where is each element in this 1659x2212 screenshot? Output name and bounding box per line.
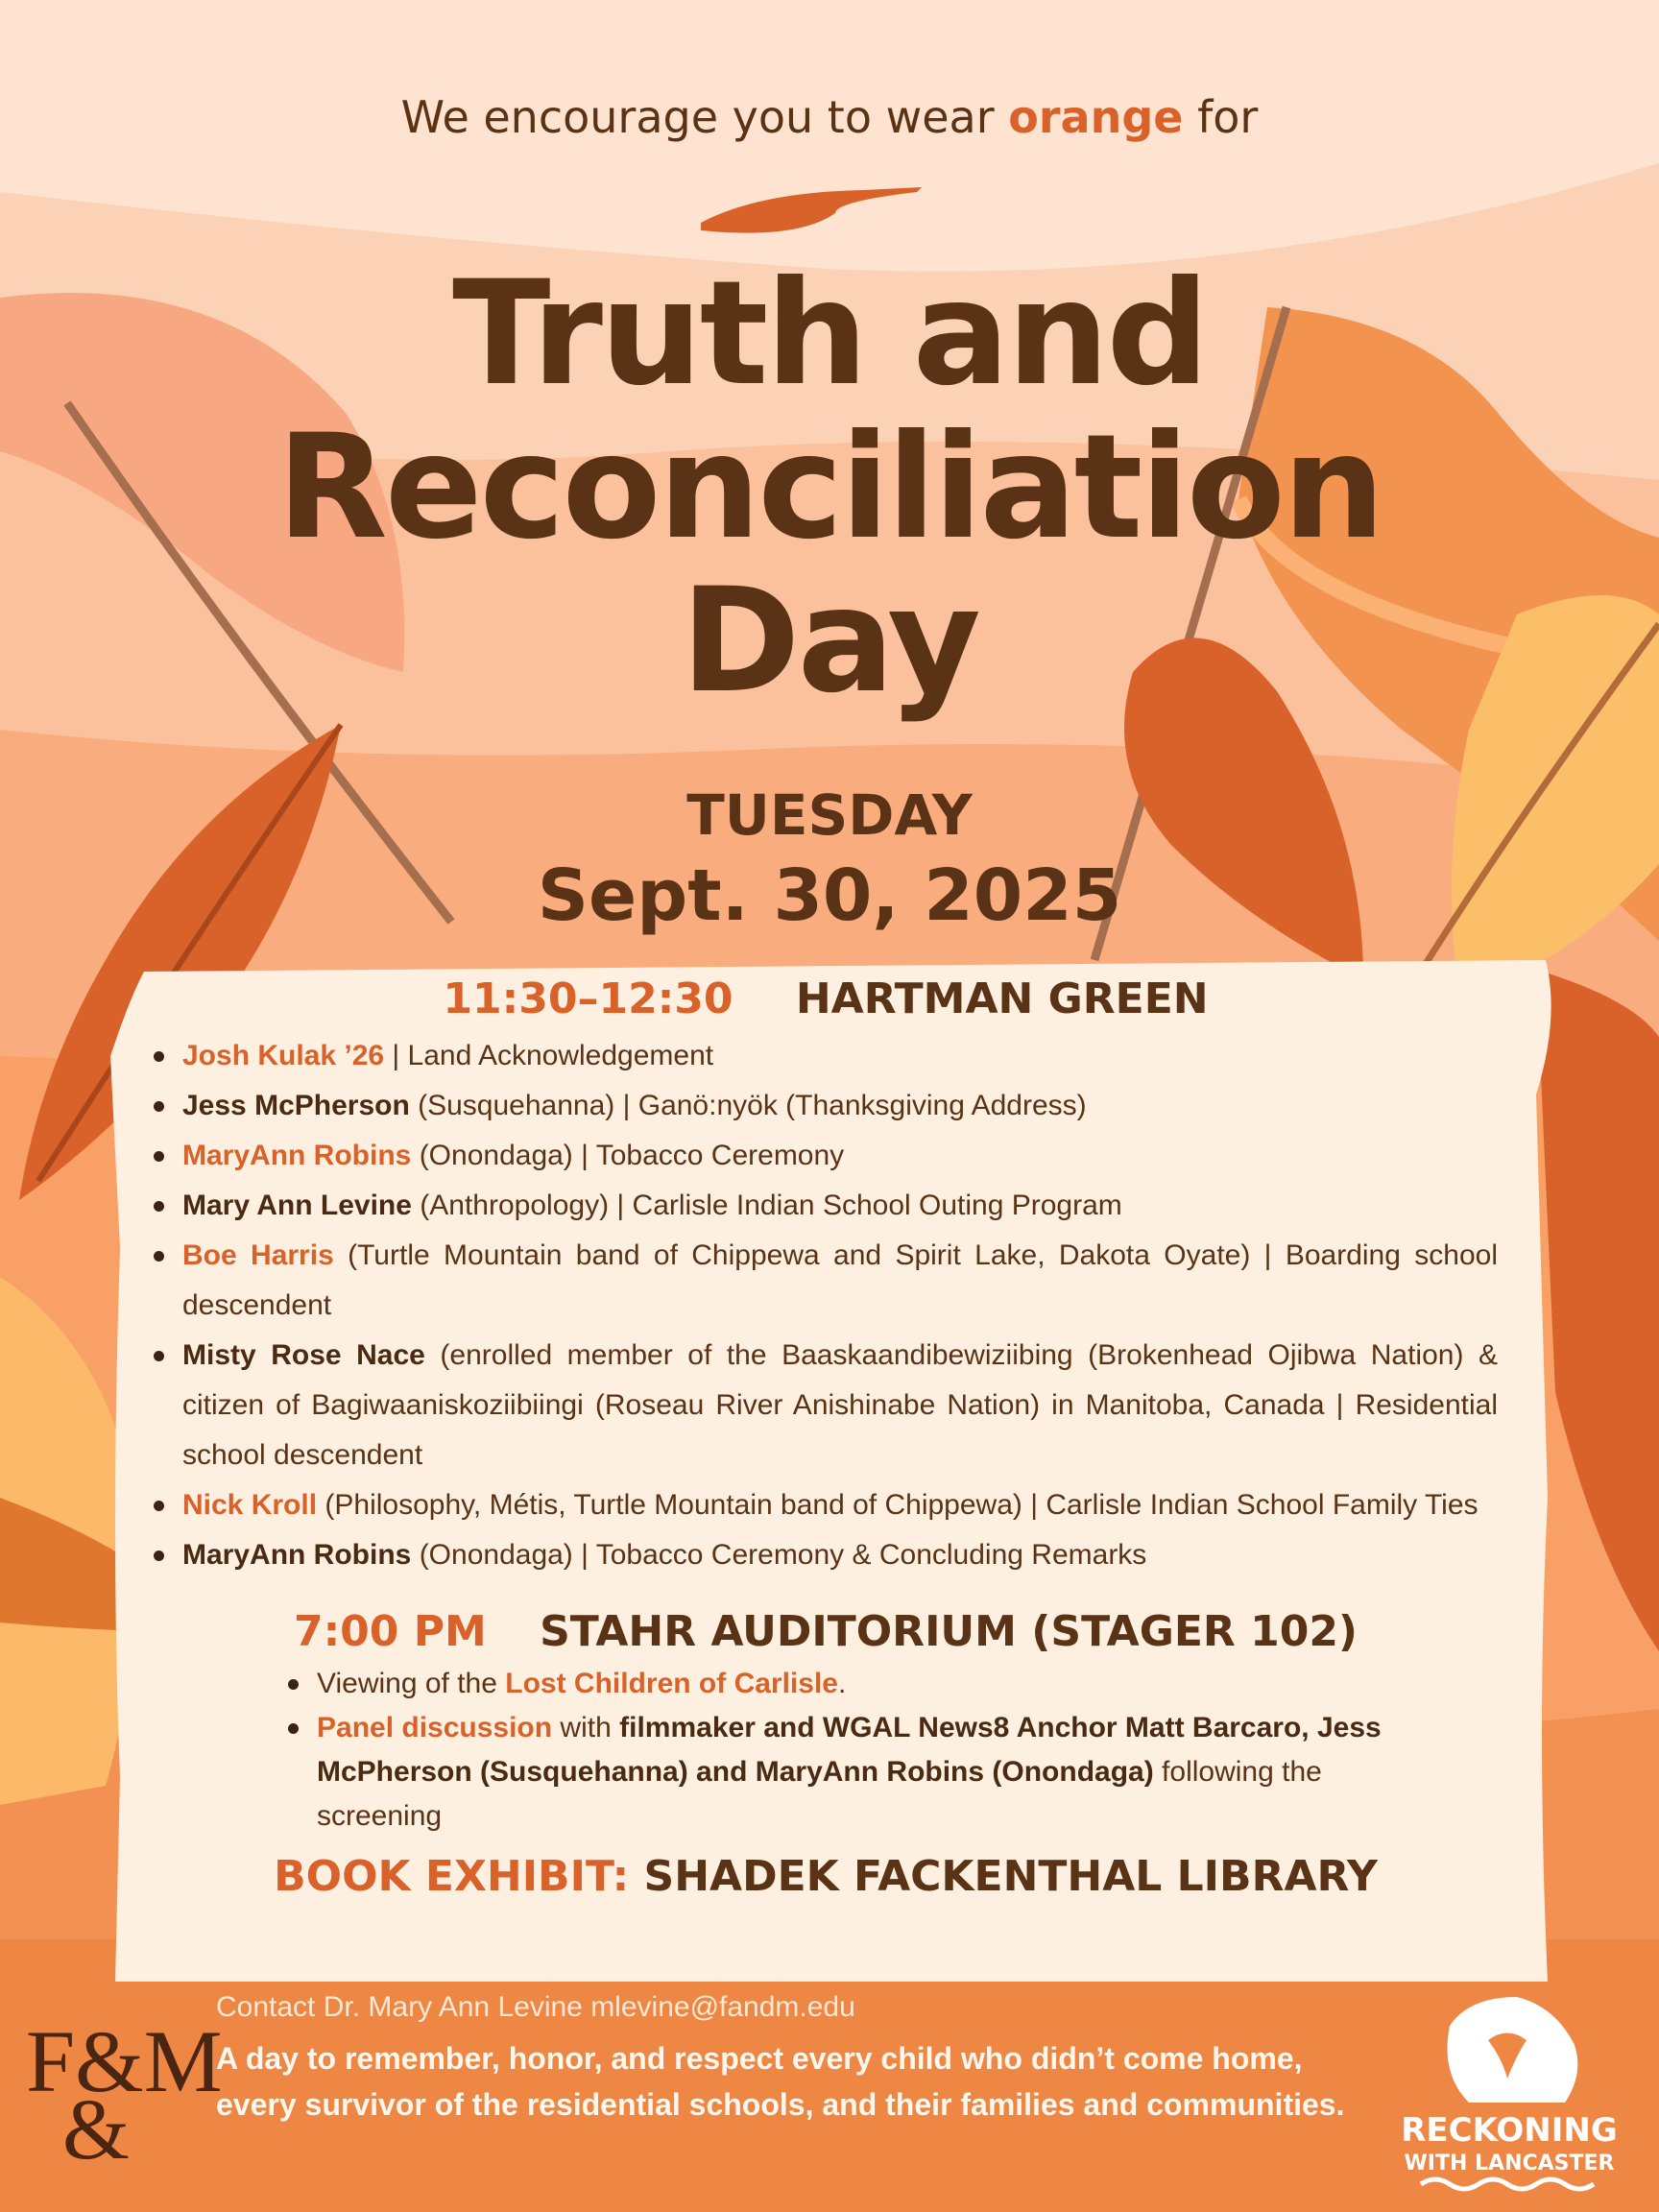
speaker-detail: | Land Acknowledgement [384, 1040, 714, 1071]
title-line-1: Truth and [452, 251, 1207, 418]
list-item [154, 1231, 1498, 1331]
event-title [0, 251, 1659, 725]
speaker-name: Boe Harris [182, 1239, 334, 1271]
encourage-for: for [1197, 91, 1259, 143]
contact-info: Contact Dr. Mary Ann Levine mlevine@fandm.edu [216, 1991, 855, 2023]
session1-location: HARTMAN GREEN [795, 974, 1209, 1023]
speaker-detail: (Philosophy, Métis, Turtle Mountain band of Chippewa) | Carlisle Indian School Family Ties [317, 1489, 1479, 1521]
speaker-detail: (enrolled member of the Baaskaandibewiziibing (Brokenhead Ojibwa Nation) & citizen of Bagiwaaniskoziibiingi (Roseau River Anishinabe Nation) in Manitoba, Canada | Residential school descendent [182, 1339, 1498, 1471]
reckoning-subtitle: WITH LANCASTER [1404, 2152, 1615, 2176]
panelists: filmmaker and WGAL News8 Anchor Matt Barcaro, Jess McPherson (Susquehanna) and MaryAnn Robins (Onondaga) [317, 1712, 1382, 1788]
list-item [288, 1662, 1411, 1706]
book-exhibit-location: SHADEK FACKENTHAL LIBRARY [643, 1852, 1378, 1901]
speaker-name: Nick Kroll [182, 1489, 318, 1521]
speaker-detail: (Susquehanna) | Ganö:nyök (Thanksgiving Address) [409, 1090, 1087, 1121]
speaker-name: MaryAnn Robins [182, 1140, 412, 1171]
list-item [154, 1480, 1498, 1530]
reckoning-logo [1382, 1987, 1637, 2199]
session2-list [288, 1662, 1411, 1839]
list-item [154, 1331, 1498, 1480]
session1-list [154, 1031, 1498, 1580]
list-item [154, 1031, 1498, 1081]
title-line-2: Reconciliation [276, 404, 1382, 571]
list-item [154, 1530, 1498, 1580]
speaker-detail: (Turtle Mountain band of Chippewa and Spirit Lake, Dakota Oyate) | Boarding school descendent [182, 1239, 1498, 1321]
speaker-detail: (Onondaga) | Tobacco Ceremony & Concluding Remarks [411, 1539, 1147, 1571]
session2-header [154, 1607, 1498, 1656]
book-exhibit [154, 1852, 1498, 1901]
speaker-detail: (Onondaga) | Tobacco Ceremony [411, 1140, 845, 1171]
reckoning-title: RECKONING [1401, 2111, 1618, 2150]
list-item [154, 1081, 1498, 1131]
encourage-orange-word: orange [1008, 91, 1184, 143]
viewing-text: Viewing of the [317, 1668, 506, 1699]
session1-header [154, 974, 1498, 1023]
session1-time: 11:30–12:30 [443, 974, 733, 1023]
speaker-name: Mary Ann Levine [182, 1190, 412, 1221]
speaker-name: Jess McPherson [182, 1090, 410, 1121]
title-line-3: Day [681, 558, 978, 725]
tagline: A day to remember, honor, and respect every child who didn’t come home, every survivor of the residential schools, and their families and communities. [216, 2041, 1345, 2122]
viewing-end: . [837, 1668, 847, 1699]
list-item [154, 1181, 1498, 1231]
session2-location: STAHR AUDITORIUM (STAGER 102) [540, 1607, 1358, 1656]
fm-logo-text: F&M [26, 2012, 223, 2110]
encourage-line [0, 91, 1659, 143]
schedule-content [154, 974, 1498, 1901]
film-title: Lost Children of Carlisle [505, 1668, 838, 1699]
speaker-name: Josh Kulak ’26 [182, 1040, 385, 1071]
wave-icon [1421, 2179, 1594, 2189]
fm-logo-ampersand: & [62, 2082, 131, 2177]
event-weekday: TUESDAY [686, 782, 973, 848]
panel-discussion-label: Panel discussion [317, 1712, 553, 1743]
list-item [154, 1131, 1498, 1181]
speaker-name: Misty Rose Nace [182, 1339, 425, 1371]
fm-logo [24, 2012, 223, 2177]
panel-with: with [552, 1712, 620, 1743]
encourage-text: We encourage you to wear [400, 91, 995, 143]
panel-following: following the screening [317, 1756, 1322, 1832]
speaker-name: MaryAnn Robins [182, 1539, 412, 1571]
speaker-detail: (Anthropology) | Carlisle Indian School Outing Program [411, 1190, 1122, 1221]
event-date: Sept. 30, 2025 [537, 854, 1122, 937]
list-item [288, 1706, 1411, 1839]
session2-time: 7:00 PM [293, 1607, 487, 1656]
book-exhibit-label: BOOK EXHIBIT: [274, 1852, 630, 1901]
